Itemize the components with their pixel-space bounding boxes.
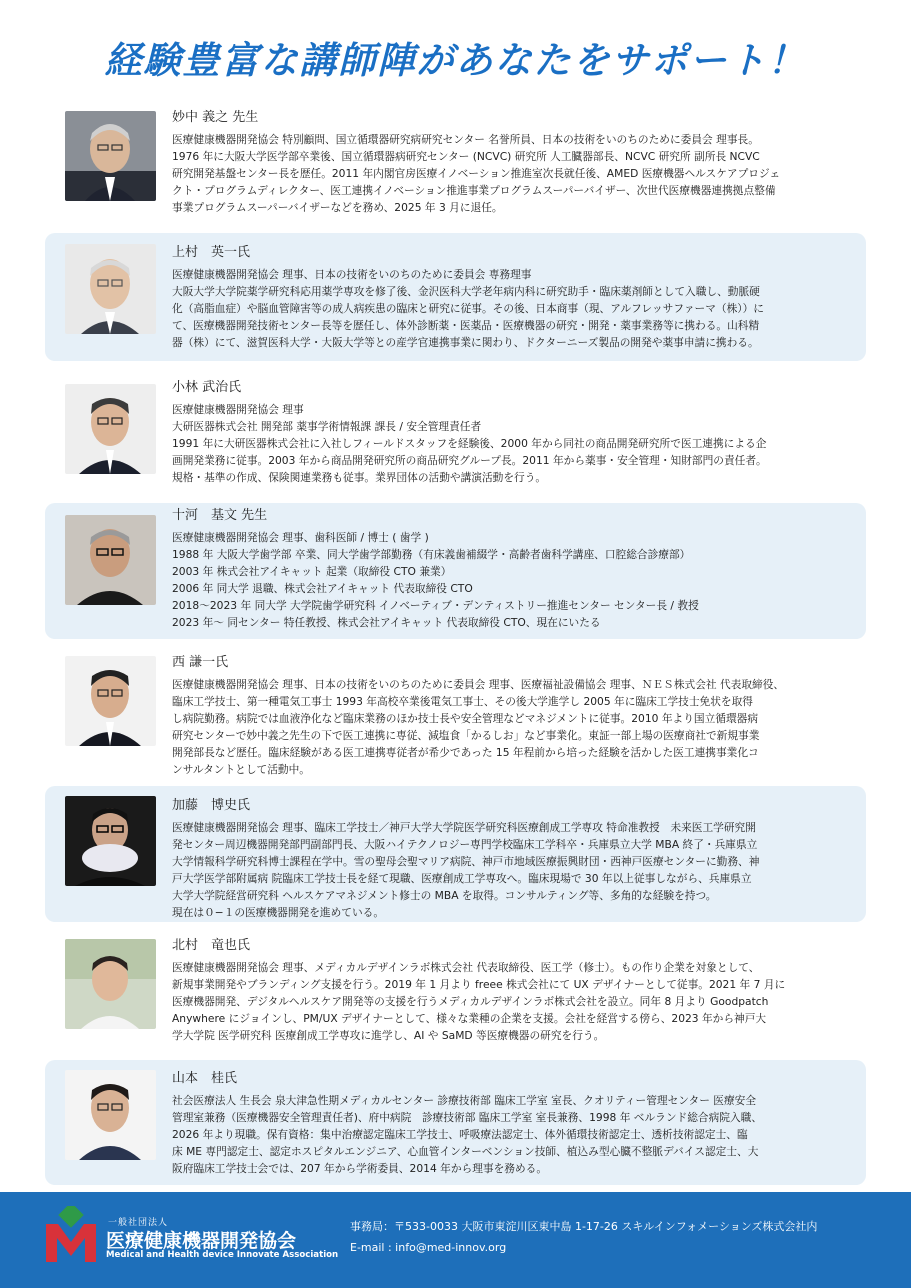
speaker-name: 北村 竜也氏 xyxy=(172,938,251,953)
speaker-name: 山本 桂氏 xyxy=(172,1071,238,1086)
speaker-name: 小林 武治氏 xyxy=(172,380,242,395)
office-address: 事務局：〒533-0033 大阪市東淀川区東中島 1-17-26 スキルインフォメーションズ株式会社内 xyxy=(350,1220,818,1233)
org-name: 医療健康機器開発協会 xyxy=(106,1230,297,1252)
speaker-bio: 医療健康機器開発協会 理事、臨床工学技士／神戸大学大学院医学研究科医療創成工学専攻 特命准教授 未来医工学研究開 発センター周辺機器開発部門副部門長、大阪ハイテクノロジー専門学校臨床工学科卒・兵庫県立大学 MBA 終了・兵庫県立 大学情報科学研究科博士課程在学中。雪の聖母会聖マリア病院、神戸市地域医療振興財団・西神戸医療センターに勤務、神 戸大学医学部附属病 院臨床工学技士長を経て現職、医療創成工学専攻へ。臨床現場で 30 年以上従事しながら、兵庫県立 大学大学院経営研究科 ヘルスケアマネジメント修士の MBA を取得。コンサルティング等、多角的な経験を持つ。 現在は０−１の医療機器開発を進めている。 xyxy=(172,821,760,920)
speaker-bio: 医療健康機器開発協会 理事、日本の技術をいのちのために委員会 理事、医療福祉設備協会 理事、ＮＥＳ株式会社 代表取締役、 臨床工学技士、第一種電気工事士 1993 年高校卒業後電気工事士、その後大学進学し 2005 年に臨床工学技士免状を取得 し病院勤務。病院では血液浄化など臨床業務のほか技士長や安全管理などマネジメントに従事。2010 年より国立循環器病 研究センターで妙中義之先生の下で医工連携に専従、減塩食「かるしお」など事業化。東証一部上場の医療商社で新規事業 開発部長など歴任。臨床経験がある医工連携専従者が希少であった 15 年程前から培った経験を活かした医工連携事業化コ ンサルタントとして活動中。 xyxy=(172,678,785,777)
contact-email[interactable]: E-mail : info@med-innov.org xyxy=(350,1241,507,1254)
speaker-photo xyxy=(65,244,156,334)
association-logo-icon xyxy=(42,1206,100,1262)
speaker-bio: 医療健康機器開発協会 理事、日本の技術をいのちのために委員会 専務理事 大阪大学大学院薬学研究科応用薬学専攻を修了後、金沢医科大学老年病内科に研究助手・臨床薬剤師として入職し、動脈硬 化（高脂血症）や脳血管障害等の成人病疾患の臨床と研究に従事。その後、日本商事（現、アルフレッサファーマ（株））に て、医療機器開発技術センター長等を歴任し、体外診断薬・医薬品・医療機器の研究・開発・薬事業務等に携わる。山科精 器（株）にて、滋賀医科大学・大阪大学等との産学官連携事業に関わり、ドクターニーズ製品の開発や薬事申請に携わる。 xyxy=(172,268,764,350)
speaker-card xyxy=(45,233,866,361)
speaker-photo xyxy=(65,515,156,605)
speaker-card xyxy=(45,374,866,492)
speaker-card xyxy=(45,104,866,222)
speaker-card xyxy=(45,649,866,777)
speaker-bio: 社会医療法人 生長会 泉大津急性期メディカルセンター 診療技術部 臨床工学室 室長、クオリティー管理センター 医療安全 管理室兼務（医療機器安全管理責任者)、府中病院 診療技術部 臨床工学室 室長兼務、1998 年 ベルランド総合病院入職、 2026 年より現職。保有資格：集中治療認定臨床工学技士、呼吸療法認定士、体外循環技術認定士、透析技術認定士、臨 床 ME 専門認定士、認定ホスピタルエンジニア、心血管インターベンション技師、植込み型心臓不整脈デバイス認定士、大 阪府臨床工学技士会では、207 年から学術委員、2014 年から理事を務める。 xyxy=(172,1094,763,1176)
speaker-photo xyxy=(65,796,156,886)
speaker-name: 加藤 博史氏 xyxy=(172,798,251,813)
org-type-label: 一般社団法人 xyxy=(108,1218,169,1228)
speaker-photo xyxy=(65,1070,156,1160)
speaker-photo xyxy=(65,384,156,474)
speaker-card xyxy=(45,1060,866,1185)
footer xyxy=(0,1192,911,1288)
speaker-name: 妙中 義之 先生 xyxy=(172,110,259,125)
speaker-card xyxy=(45,786,866,922)
speaker-bio: 医療健康機器開発協会 特別顧問、国立循環器研究病研究センター 名誉所員、日本の技術をいのちのために委員会 理事長。 1976 年に大阪大学医学部卒業後、国立循環器病研究センター (NCVC) 研究所 人工臓器部長、NCVC 研究所 副所長 NCVC 研究開発基盤センター長を歴任。2011 年内閣官房医療イノベーション推進室次長就任後、AMED 医療機器ヘルスケアプロジェ クト・プログラムディレクター、医工連携イノベーション推進事業プログラムスーパーバイザー、次世代医療機器連携拠点整備 事業プログラムスーパーバイザーなどを務め、2025 年 3 月に退任。 xyxy=(172,133,781,215)
speaker-name: 十河 基文 先生 xyxy=(172,508,268,523)
speaker-photo xyxy=(65,111,156,201)
org-name-english: Medical and Health device Innovate Association xyxy=(106,1250,339,1260)
speaker-bio: 医療健康機器開発協会 理事 大研医器株式会社 開発部 薬事学術情報課 課長 / 安全管理責任者 1991 年に大研医器株式会社に入社しフィールドスタッフを経験後、2000 年から同社の商品開発研究所で医工連携による企 画開発業務に従事。2003 年から商品開発研究所の商品研究グループ長。2011 年から薬事・安全管理・知財部門の責任者。 規格・基準の作成、保険関連業務も従事。業界団体の活動や講演活動を行う。 xyxy=(172,403,767,485)
speaker-card xyxy=(45,932,866,1052)
speaker-card xyxy=(45,503,866,639)
speaker-name: 上村 英一氏 xyxy=(172,245,251,260)
speaker-name: 西 謙一氏 xyxy=(172,655,229,670)
speaker-bio: 医療健康機器開発協会 理事、歯科医師 / 博士 ( 歯学 ) 1988 年 大阪大学歯学部 卒業、同大学歯学部勤務（有床義歯補綴学・高齢者歯科学講座、口腔総合診療部） 2003 年 株式会社アイキャット 起業（取締役 CTO 兼業） 2006 年 同大学 退職、株式会社アイキャット 代表取締役 CTO 2018〜2023 年 同大学 大学院歯学研究科 イノベーティブ・デンティストリー推進センター センター長 / 教授 2023 年〜 同センター 特任教授、株式会社アイキャット 代表取締役 CTO、現在にいたる xyxy=(172,531,699,630)
speaker-photo xyxy=(65,939,156,1029)
speaker-photo xyxy=(65,656,156,746)
speaker-bio: 医療健康機器開発協会 理事、メディカルデザインラボ株式会社 代表取締役、医工学（修士）。もの作り企業を対象として、 新規事業開発やブランディング支援を行う。2019 年 1 月より freee 株式会社にて UX デザイナーとして従事。2021 年 7 月に 医療機器開発、デジタルヘルスケア開発等の支援を行うメディカルデザインラボ株式会社を設立。同年 8 月より Goodpatch Anywhere にジョインし、PM/UX デザイナーとして、様々な業種の企業を支援。会社を経営する傍ら、2023 年から神戸大 学大学院 医学研究科 医療創成工学専攻に進学し、AI や SaMD 等医療機器の研究を行う。 xyxy=(172,961,786,1043)
page-title: 経験豊富な講師陣があなたをサポート！ xyxy=(104,39,807,82)
